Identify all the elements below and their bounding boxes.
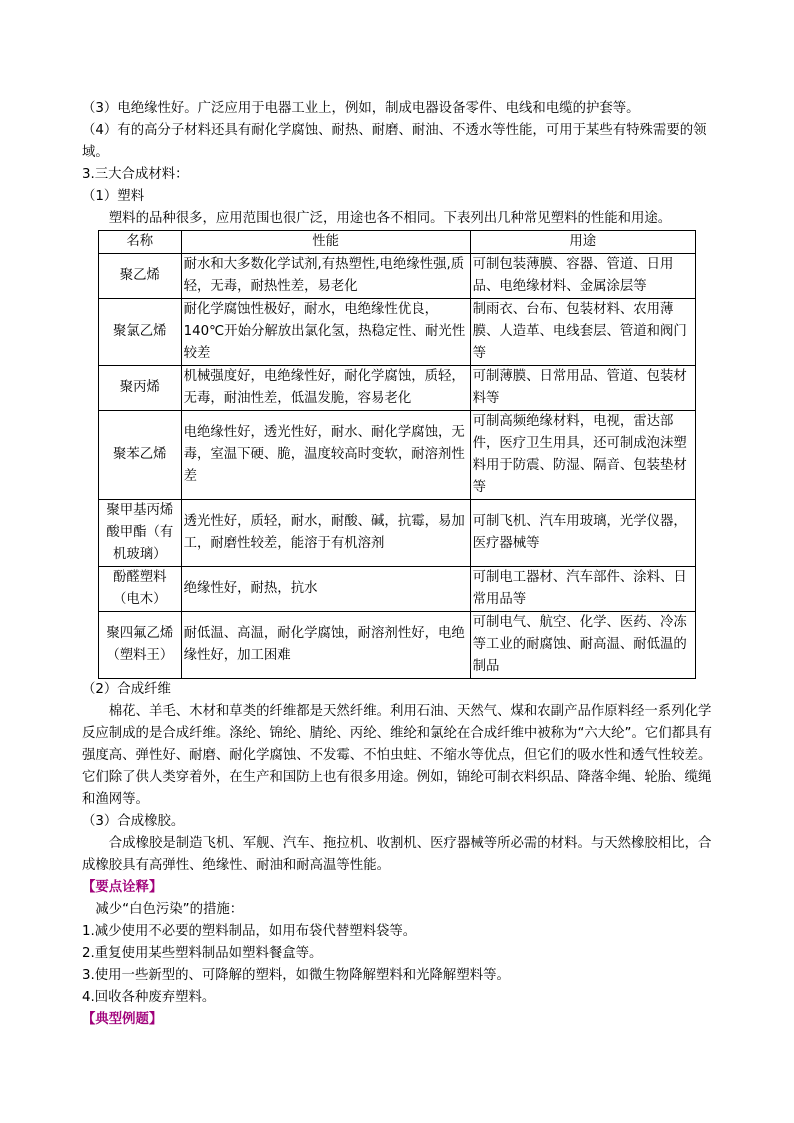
intro-line-4: （4）有的高分子材料还具有耐化学腐蚀、耐热、耐磨、耐油、不透水等性能，可用于某些有特殊需要的领域。 (82, 123, 707, 160)
table-row (99, 567, 696, 612)
intro-line-3: （3）电绝缘性好。广泛应用于电器工业上，例如，制成电器设备零件、电线和电缆的护套等。 (82, 101, 640, 116)
key-point-item: 1.减少使用不必要的塑料制品，如用布袋代替塑料袋等。 (82, 924, 417, 939)
document-page (82, 98, 712, 1031)
fiber-title: （2）合成纤维 (82, 682, 171, 697)
rubber-title: （3）合成橡胶。 (82, 814, 185, 829)
cell-name: 聚四氟乙烯（塑料王） (99, 612, 182, 679)
cell-performance: 透光性好，质轻，耐水，耐酸、碱，抗霉，易加工，耐磨性较差，能溶于有机溶剂 (181, 500, 470, 567)
cell-name: 聚苯乙烯 (99, 411, 182, 500)
cell-name: 酚醛塑料（电木） (99, 567, 182, 612)
plastics-table (98, 230, 696, 679)
key-point-item: 2.重复使用某些塑料制品如塑料餐盒等。 (82, 946, 323, 961)
cell-performance: 耐化学腐蚀性极好，耐水，电绝缘性优良，140℃开始分解放出氯化氢，热稳定性、耐光性较差 (181, 299, 470, 366)
table-header-row (99, 231, 696, 254)
table-row (99, 500, 696, 567)
cell-name: 聚丙烯 (99, 366, 182, 411)
key-point-item: 3.使用一些新型的、可降解的塑料，如微生物降解塑料和光降解塑料等。 (82, 968, 510, 983)
cell-performance: 耐低温、高温，耐化学腐蚀，耐溶剂性好，电绝缘性好，加工困难 (181, 612, 470, 679)
cell-performance: 耐水和大多数化学试剂,有热塑性,电绝缘性强,质轻，无毒，耐热性差，易老化 (181, 254, 470, 299)
cell-performance: 机械强度好，电绝缘性好，耐化学腐蚀，质轻，无毒，耐油性差，低温发脆，容易老化 (181, 366, 470, 411)
cell-performance: 电绝缘性好，透光性好，耐水、耐化学腐蚀，无毒，室温下硬、脆，温度较高时变软，耐溶剂性差 (181, 411, 470, 500)
cell-name: 聚甲基丙烯酸甲酯（有机玻璃） (99, 500, 182, 567)
table-row (99, 366, 696, 411)
table-row (99, 254, 696, 299)
cell-name: 聚氯乙烯 (99, 299, 182, 366)
header-use: 用途 (470, 231, 695, 254)
cell-use: 可制薄膜、日常用品、管道、包装材料等 (470, 366, 695, 411)
rubber-text: 合成橡胶是制造飞机、军舰、汽车、拖拉机、收割机、医疗器械等所必需的材料。与天然橡胶相比，合成橡胶具有高弹性、绝缘性、耐油和耐高温等性能。 (82, 836, 712, 873)
examples-heading: 【典型例题】 (82, 1012, 163, 1027)
cell-use: 可制包装薄膜、容器、管道、日用品、电绝缘材料、金属涂层等 (470, 254, 695, 299)
key-points-heading: 【要点诠释】 (82, 880, 163, 895)
cell-name: 聚乙烯 (99, 254, 182, 299)
cell-use: 可制高频绝缘材料，电视，雷达部件，医疗卫生用具，还可制成泡沫塑料用于防震、防湿、隔音、包装垫材等 (470, 411, 695, 500)
key-point-item: 4.回收各种废弃塑料。 (82, 990, 216, 1005)
plastics-title: （1）塑料 (82, 189, 145, 204)
key-points-intro: 减少“白色污染”的措施： (95, 902, 244, 917)
cell-use: 可制飞机、汽车用玻璃，光学仪器，医疗器械等 (470, 500, 695, 567)
plastics-intro: 塑料的品种很多，应用范围也很广泛，用途也各不相同。下表列出几种常见塑料的性能和用途。 (108, 211, 672, 226)
section3-title: 3.三大合成材料： (82, 167, 189, 182)
table-row (99, 612, 696, 679)
fiber-text: 棉花、羊毛、木材和草类的纤维都是天然纤维。利用石油、天然气、煤和农副产品作原料经一系列化学反应制成的是合成纤维。涤纶、锦纶、腈纶、丙纶、维纶和氯纶在合成纤维中被称为“六大纶”。它们都具有强度高、弹性好、耐磨、耐化学腐蚀、不发霉、不怕虫蛀、不缩水等优点，但它们的吸水性和透气性较差。它们除了供人类穿着外，在生产和国防上也有很多用途。例如，锦纶可制衣料织品、降落伞绳、轮胎、缆绳和渔网等。 (82, 704, 712, 807)
cell-performance: 绝缘性好，耐热，抗水 (181, 567, 470, 612)
table-row (99, 411, 696, 500)
header-performance: 性能 (181, 231, 470, 254)
cell-use: 可制电气、航空、化学、医药、冷冻等工业的耐腐蚀、耐高温、耐低温的制品 (470, 612, 695, 679)
cell-use: 制雨衣、台布、包装材料、农用薄膜、人造革、电线套层、管道和阀门等 (470, 299, 695, 366)
table-row (99, 299, 696, 366)
cell-use: 可制电工器材、汽车部件、涂料、日常用品等 (470, 567, 695, 612)
header-name: 名称 (99, 231, 182, 254)
